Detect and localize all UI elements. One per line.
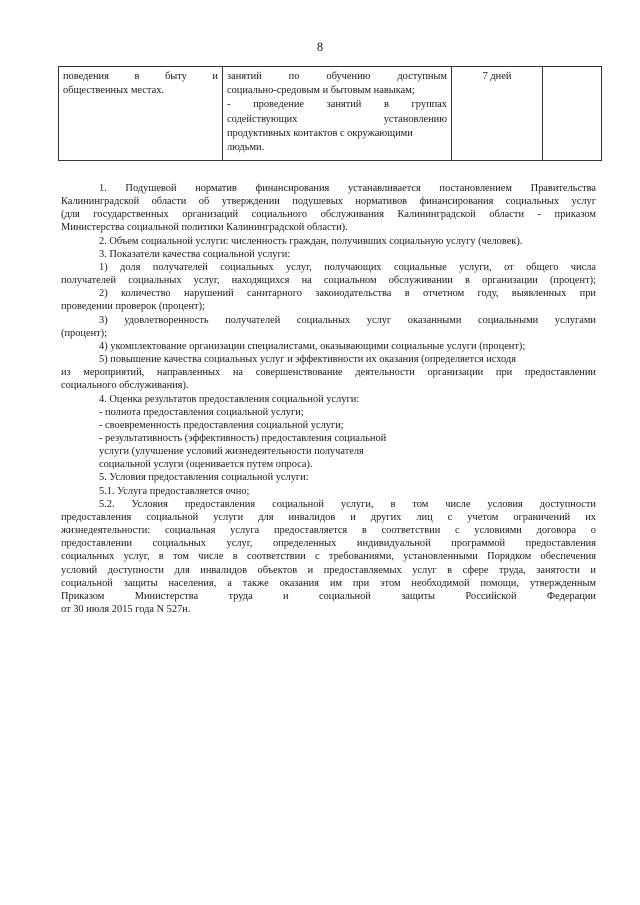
cell-text-line: людьми. [227,142,265,154]
paragraph-line: 3) удовлетворенность получателей социальных услуг оказанными социальными услугами [99,314,596,326]
table-cell-service-description [59,67,223,161]
paragraph-line: социальной защиты населения, а также оказания им при этом необходимой помощи, утвержденным [61,577,596,589]
paragraph-line: 5. Условия предоставления социальной услуги: [99,472,309,484]
paragraph-line: социального обслуживания). [61,380,189,392]
paragraph-line: 1) доля получателей социальных услуг, получающих социальные услуги, от общего числа [99,261,596,273]
cell-text-line: содействующих установлению [227,113,447,125]
paragraph-line: (для государственных организаций социального обслуживания Калининградской области - приказом [61,209,596,221]
cell-text-line: общественных местах. [63,85,164,97]
services-table-continuation [58,66,602,161]
cell-text-line: - проведение занятий в группах [227,99,447,111]
paragraph-line: - своевременность предоставления социальной услуги; [99,419,344,431]
paragraph-line: 5) повышение качества социальных услуг и эффективности их оказания (определяется исходя [99,354,516,366]
paragraph-line: Приказом Министерства труда и социальной защиты Российской Федерации [61,590,596,602]
paragraph-line: 3. Показатели качества социальной услуги: [99,248,291,260]
paragraph-line: предоставления социальной услуги для инвалидов и других лиц с учетом ограничений их [61,511,596,523]
page-number: 8 [316,40,324,54]
paragraph-line: условий доступности для инвалидов объектов и предоставляемых услуг в сфере труда, занятости и [61,564,596,576]
document-body [61,182,596,616]
cell-text-line: занятий по обучению доступным [227,71,447,82]
cell-text-line: социально-средовым и бытовым навыкам; [227,85,415,97]
paragraph-line: социальных услуг, в том числе в соответствии с требованиями, установленными Порядком обеспечения [61,551,596,563]
table-cell-empty [543,67,602,161]
paragraph-line: от 30 июля 2015 года N 527н. [61,604,191,615]
paragraph-line: получателей социальных услуг, находящихся на социальном обслуживании в организации (процент); [61,275,596,287]
paragraph-line: 2) количество нарушений санитарного законодательства в отчетном году, выявленных при [99,288,596,300]
paragraph-line: 2. Объем социальной услуги: численность граждан, получивших социальную услугу (человек). [99,235,523,247]
cell-text-line: поведения в быту и [63,71,218,82]
paragraph-line: жизнедеятельности: социальная услуга предоставляется в соответствии с условиями договора о [61,525,596,537]
paragraph-line: - результативность (эффективность) предоставления социальной [99,432,387,444]
paragraph-line: предоставлении социальных услуг, определенных индивидуальной программой предоставления [61,538,596,550]
paragraph-line: из мероприятий, направленных на совершенствование деятельности организации при предоставлении [61,367,596,379]
table-cell-duration: 7 дней [452,67,543,161]
paragraph-line: проведении проверок (процент); [61,301,205,313]
paragraph-line: (процент); [61,327,108,339]
paragraph-line: 5.2. Условия предоставления социальной услуги, в том числе условия доступности [99,498,596,510]
table-cell-service-content [223,67,452,161]
paragraph-line: услуги (улучшение условий жизнедеятельности получателя [99,446,364,458]
cell-text-line: продуктивных контактов с окружающими [227,127,413,139]
paragraph-line: 5.1. Услуга предоставляется очно; [99,485,250,497]
paragraph-line: - полнота предоставления социальной услуги; [99,406,304,418]
paragraph-line: 1. Подушевой норматив финансирования устанавливается постановлением Правительства [99,183,596,194]
paragraph-line: социальной услуги (оценивается путем опроса). [99,459,313,471]
paragraph-line: Калининградской области об утверждении подушевых нормативов финансирования социальных услуг [61,196,596,208]
paragraph-line: 4. Оценка результатов предоставления социальной услуги: [99,393,360,405]
paragraph-line: 4) укомплектование организации специалистами, оказывающими социальные услуги (процент); [99,340,526,352]
table-row [59,67,602,161]
paragraph-line: Министерства социальной политики Калининградской области). [61,222,348,234]
